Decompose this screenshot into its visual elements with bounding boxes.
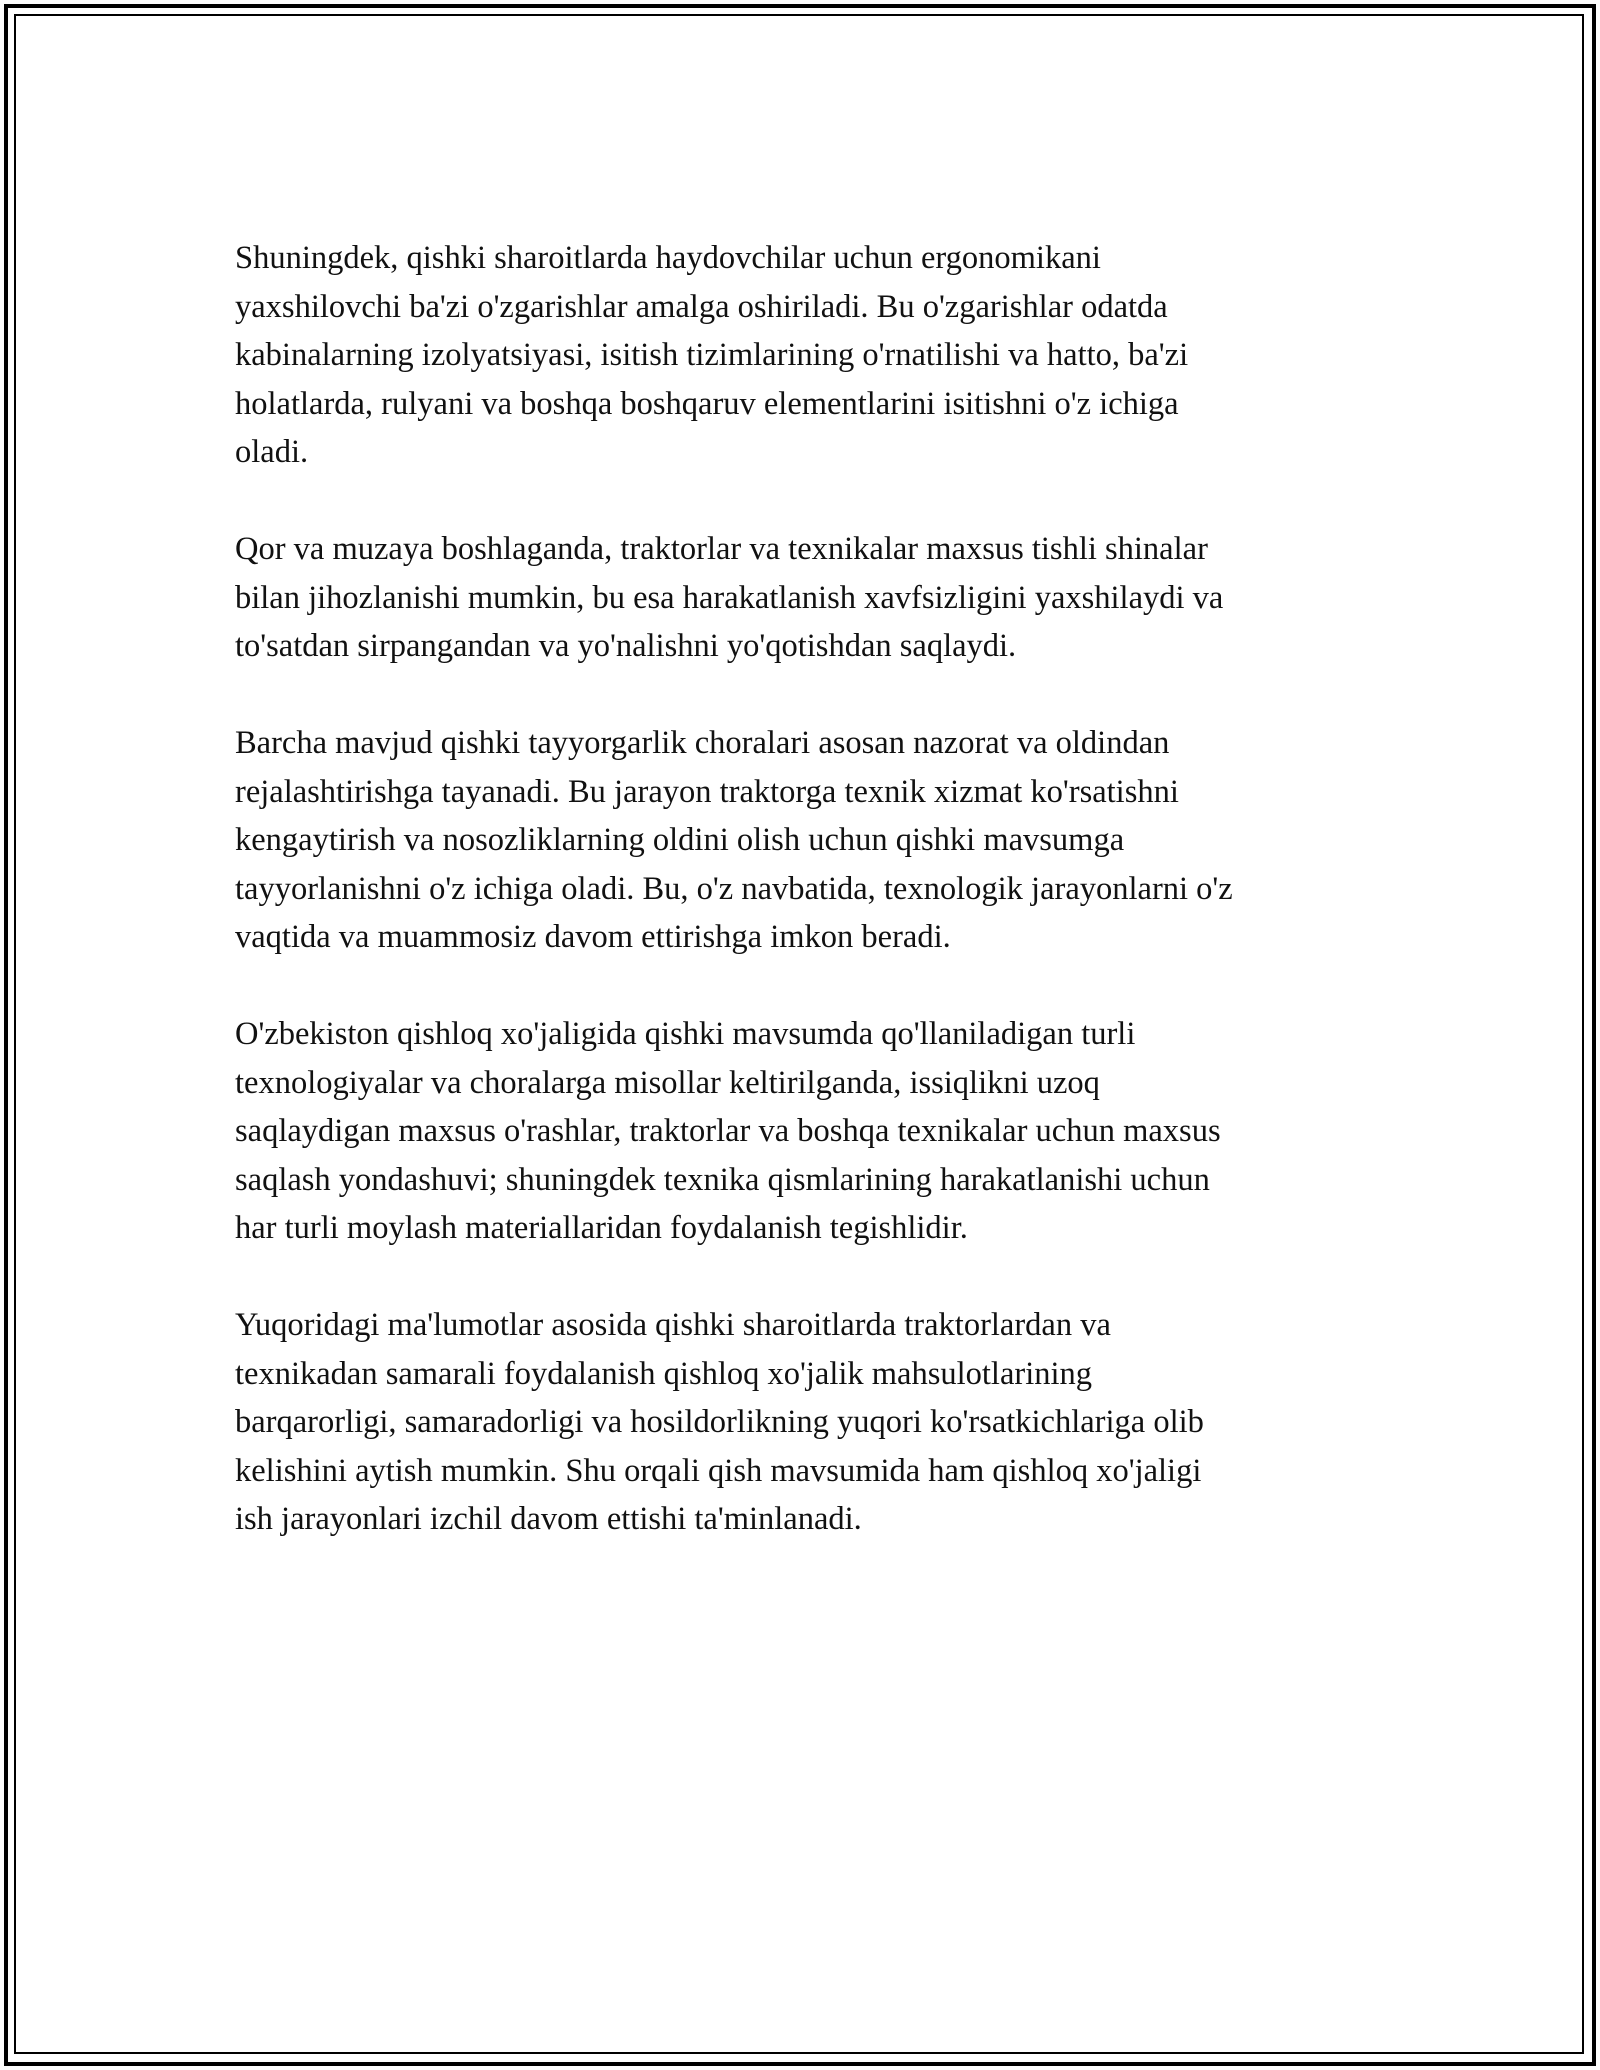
paragraph-3 bbox=[235, 719, 1365, 962]
paragraph-line: bilan jihozlanishi mumkin, bu esa harakatlanish xavfsizligini yaxshilaydi va bbox=[235, 579, 1224, 616]
document-body bbox=[235, 234, 1365, 1592]
paragraph-line: kelishini aytish mumkin. Shu orqali qish mavsumida ham qishloq xo'jaligi bbox=[235, 1452, 1202, 1489]
paragraph-line: kengaytirish va nosozliklarning oldini olish uchun qishki mavsumga bbox=[235, 822, 1125, 858]
paragraph-line: O'zbekiston qishloq xo'jaligida qishki mavsumda qo'llaniladigan turli bbox=[235, 1016, 1136, 1052]
paragraph-line: Shuningdek, qishki sharoitlarda haydovchilar uchun ergonomikani bbox=[235, 240, 1101, 276]
paragraph-5 bbox=[235, 1301, 1365, 1544]
paragraph-2 bbox=[235, 525, 1365, 671]
paragraph-line: oladi. bbox=[235, 434, 309, 470]
paragraph-line: har turli moylash materiallaridan foydalanish tegishlidir. bbox=[235, 1210, 968, 1246]
paragraph-line: vaqtida va muammosiz davom ettirishga imkon beradi. bbox=[235, 919, 951, 955]
paragraph-line: tayyorlanishni o'z ichiga oladi. Bu, o'z navbatida, texnologik jarayonlarni o'z bbox=[235, 870, 1233, 907]
paragraph-line: barqarorligi, samaradorligi va hosildorlikning yuqori ko'rsatkichlariga olib bbox=[235, 1404, 1204, 1440]
paragraph-4 bbox=[235, 1010, 1365, 1253]
paragraph-line: rejalashtirishga tayanadi. Bu jarayon traktorga texnik xizmat ko'rsatishni bbox=[235, 773, 1179, 810]
paragraph-line: Yuqoridagi ma'lumotlar asosida qishki sharoitlarda traktorlardan va bbox=[235, 1307, 1111, 1343]
paragraph-line: kabinalarning izolyatsiyasi, isitish tizimlarining o'rnatilishi va hatto, ba'zi bbox=[235, 337, 1189, 373]
paragraph-line: texnikadan samarali foydalanish qishloq xo'jalik mahsulotlarining bbox=[235, 1355, 1092, 1392]
paragraph-line: holatlarda, rulyani va boshqa boshqaruv elementlarini isitishni o'z ichiga bbox=[235, 385, 1179, 422]
paragraph-1 bbox=[235, 234, 1365, 477]
paragraph-line: ish jarayonlari izchil davom ettishi ta'minlanadi. bbox=[235, 1501, 862, 1537]
paragraph-line: saqlaydigan maxsus o'rashlar, traktorlar va boshqa texnikalar uchun maxsus bbox=[235, 1113, 1221, 1149]
paragraph-line: texnologiyalar va choralarga misollar keltirilganda, issiqlikni uzoq bbox=[235, 1064, 1100, 1101]
paragraph-line: to'satdan sirpangandan va yo'nalishni yo'qotishdan saqlaydi. bbox=[235, 628, 1017, 664]
paragraph-line: saqlash yondashuvi; shuningdek texnika qismlarining harakatlanishi uchun bbox=[235, 1161, 1210, 1198]
paragraph-line: Qor va muzaya boshlaganda, traktorlar va texnikalar maxsus tishli shinalar bbox=[235, 531, 1208, 567]
paragraph-line: Barcha mavjud qishki tayyorgarlik choralari asosan nazorat va oldindan bbox=[235, 725, 1170, 761]
paragraph-line: yaxshilovchi ba'zi o'zgarishlar amalga oshiriladi. Bu o'zgarishlar odatda bbox=[235, 288, 1168, 325]
